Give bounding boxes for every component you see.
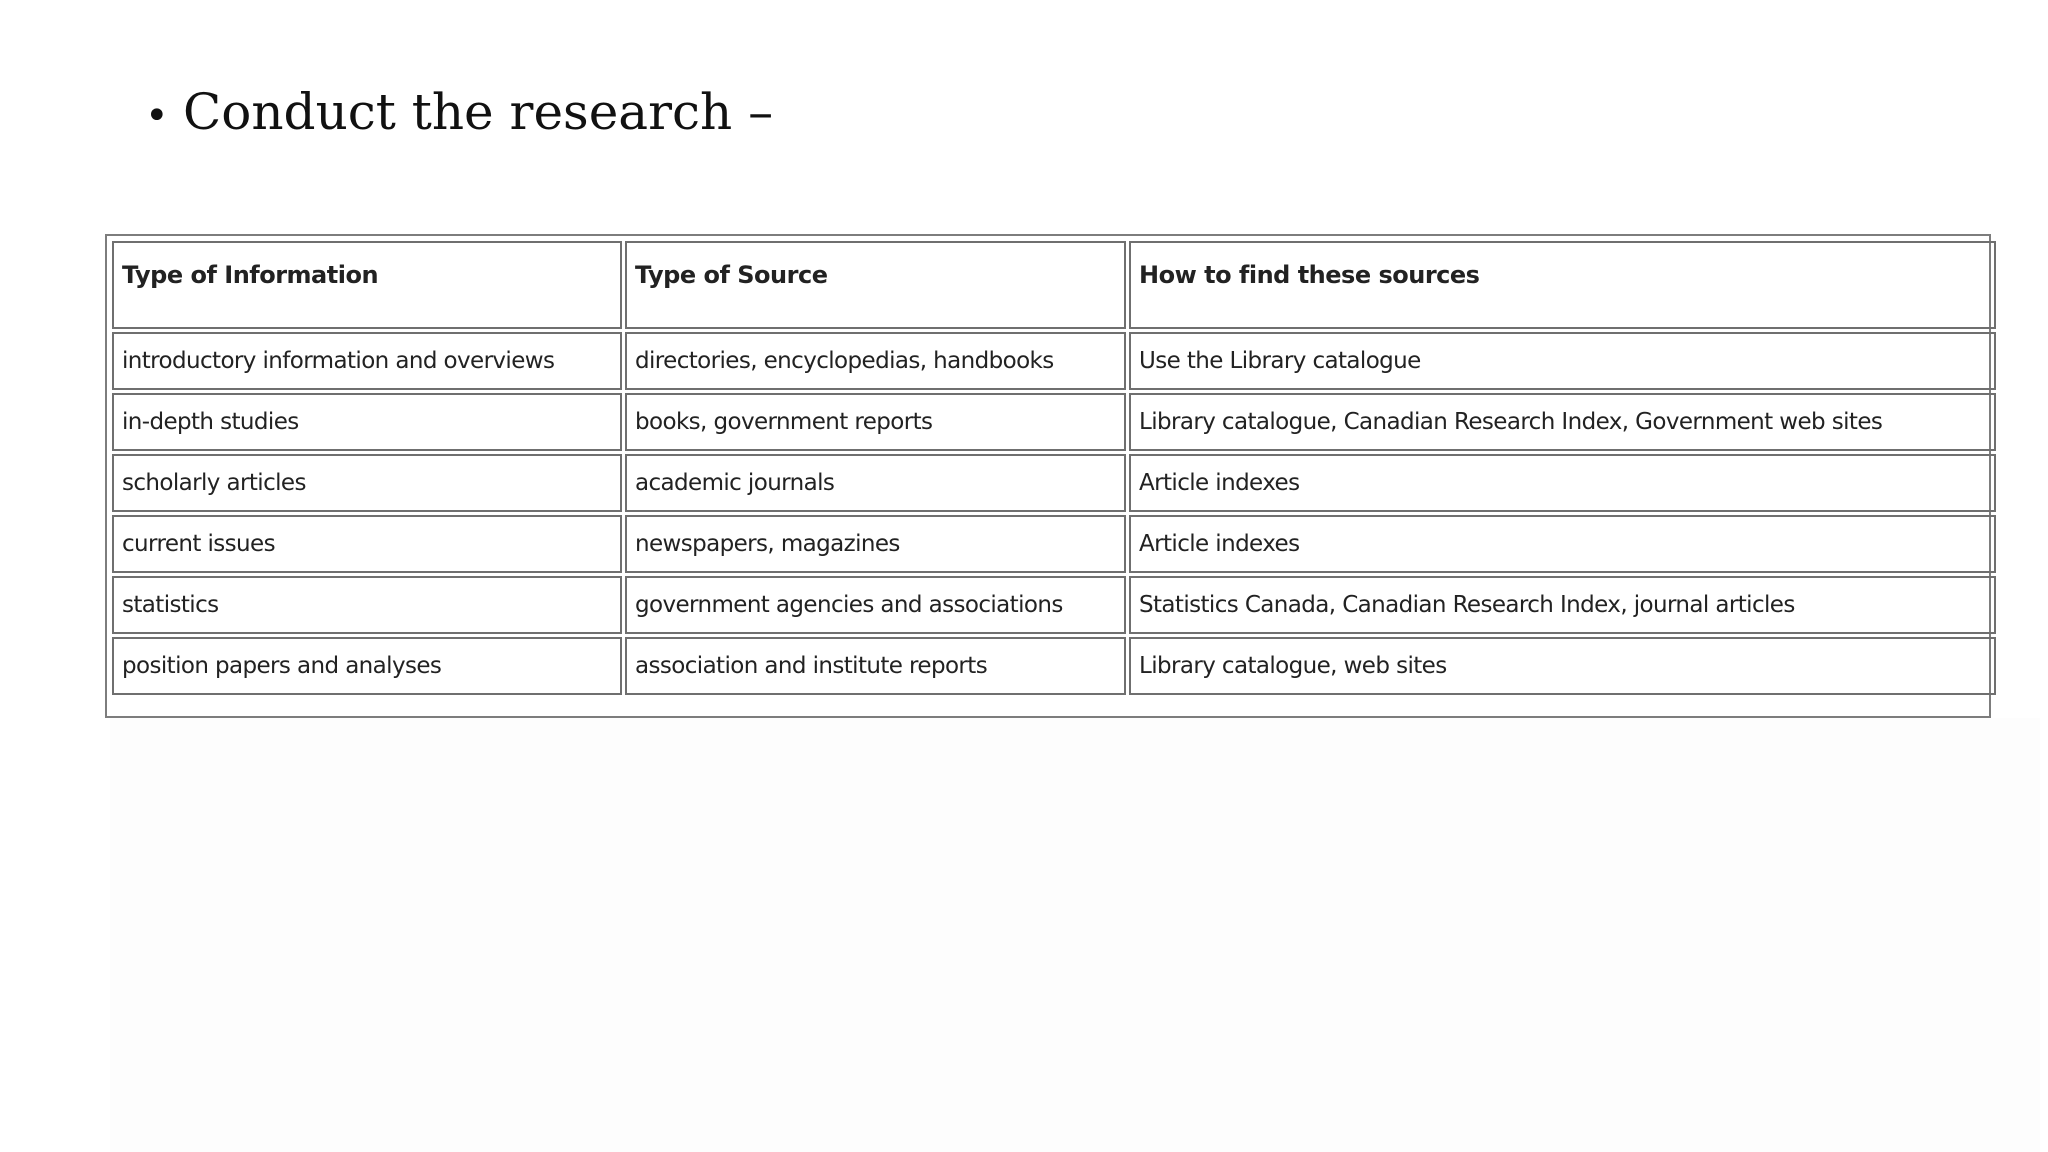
cell-how-to-find: Use the Library catalogue	[1129, 332, 1996, 390]
cell-source-type: academic journals	[625, 454, 1126, 512]
cell-information-type: statistics	[112, 576, 622, 634]
cell-source-type: directories, encyclopedias, handbooks	[625, 332, 1126, 390]
research-sources-table-frame	[105, 234, 1991, 718]
cell-information-type: position papers and analyses	[112, 637, 622, 695]
cell-information-type: current issues	[112, 515, 622, 573]
slide-heading: Conduct the research –	[183, 83, 774, 141]
research-sources-table	[109, 238, 1999, 698]
cell-how-to-find: Article indexes	[1129, 515, 1996, 573]
cell-information-type: in-depth studies	[112, 393, 622, 451]
table-row	[112, 393, 1996, 451]
table-header-row	[112, 241, 1996, 329]
table-row	[112, 454, 1996, 512]
header-type-of-information: Type of Information	[112, 241, 622, 329]
cell-information-type: scholarly articles	[112, 454, 622, 512]
cell-how-to-find: Library catalogue, Canadian Research Index, Government web sites	[1129, 393, 1996, 451]
cell-source-type: government agencies and associations	[625, 576, 1126, 634]
background-panel	[110, 718, 2040, 1152]
cell-information-type: introductory information and overviews	[112, 332, 622, 390]
header-how-to-find: How to find these sources	[1129, 241, 1996, 329]
cell-how-to-find: Library catalogue, web sites	[1129, 637, 1996, 695]
table-row	[112, 576, 1996, 634]
cell-how-to-find: Article indexes	[1129, 454, 1996, 512]
cell-how-to-find: Statistics Canada, Canadian Research Index, journal articles	[1129, 576, 1996, 634]
table-row	[112, 637, 1996, 695]
table-row	[112, 332, 1996, 390]
header-type-of-source: Type of Source	[625, 241, 1126, 329]
bullet-item	[145, 82, 773, 142]
table-row	[112, 515, 1996, 573]
bullet-icon: •	[145, 93, 169, 139]
cell-source-type: newspapers, magazines	[625, 515, 1126, 573]
cell-source-type: books, government reports	[625, 393, 1126, 451]
cell-source-type: association and institute reports	[625, 637, 1126, 695]
